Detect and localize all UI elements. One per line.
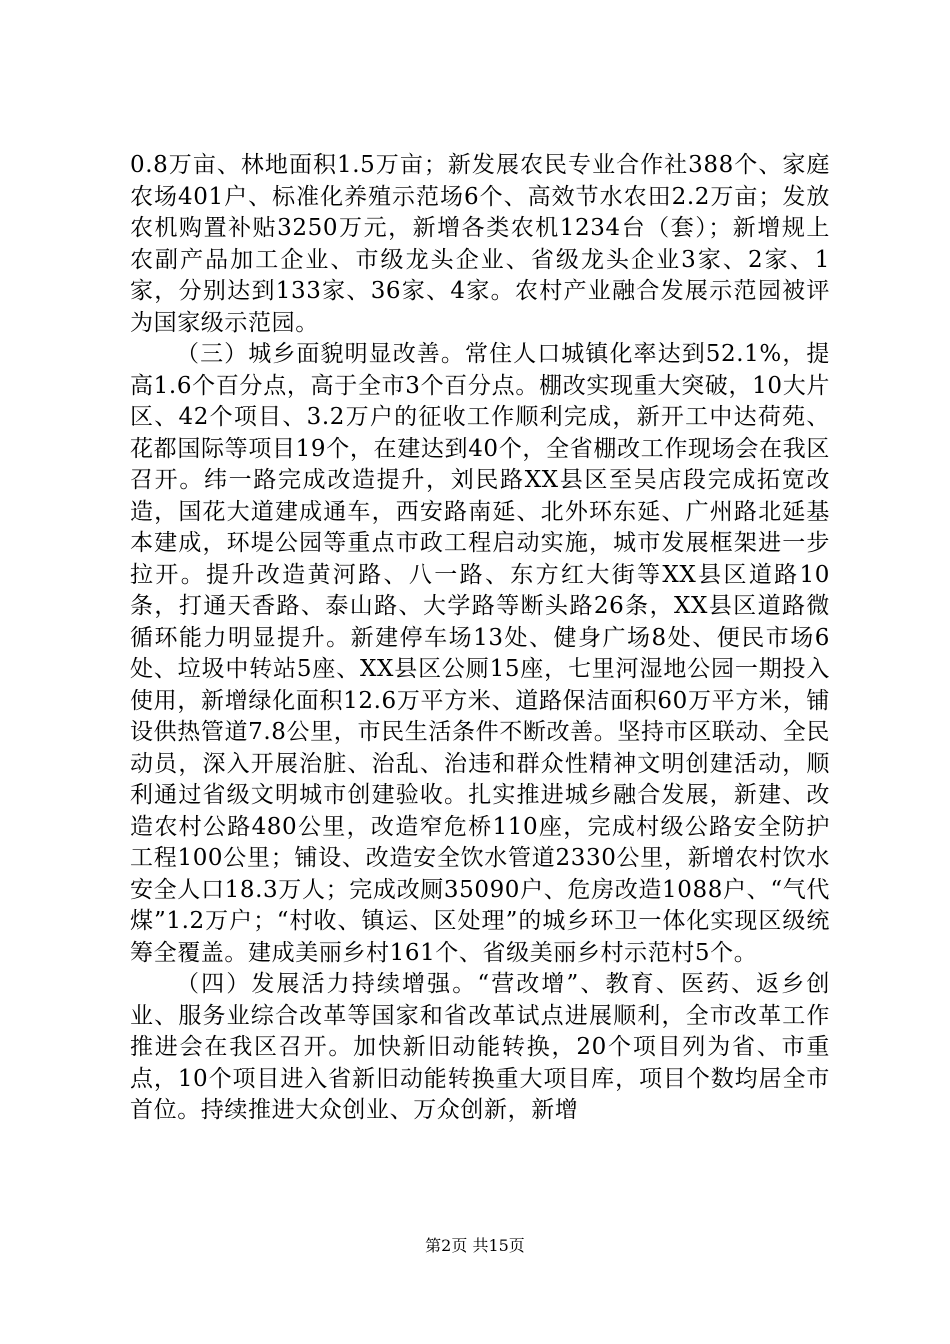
paragraph-3: （四）发展活力持续增强。“营改增”、教育、医药、返乡创业、服务业综合改革等国家和省改革试点进展顺利，全市改革工作推进会在我区召开。加快新旧动能转换，20个项目列为省、市重点，10个项目进入省新旧动能转换重大项目库，项目个数均居全市首位。持续推进大众创业、万众创新，新增 [130,971,830,1123]
paragraph-2: （三）城乡面貌明显改善。常住人口城镇化率达到52.1%，提高1.6个百分点，高于全市3个百分点。棚改实现重大突破，10大片区、42个项目、3.2万户的征收工作顺利完成，新开工中达荷苑、花都国际等项目19个，在建达到40个，全省棚改工作现场会在我区召开。纬一路完成改造提升，刘民路XX县区至吴店段完成拓宽改造，国花大道建成通车，西安路南延、北外环东延、广州路北延基本建成，环堤公园等重点市政工程启动实施，城市发展框架进一步拉开。提升改造黄河路、八一路、东方红大街等XX县区道路10条，打通天香路、泰山路、大学路等断头路26条，XX县区道路微循环能力明显提升。新建停车场13处、健身广场8处、便民市场6处、垃圾中转站5座、XX县区公厕15座，七里河湿地公园一期投入使用，新增绿化面积12.6万平方米、道路保洁面积60万平方米，铺设供热管道7.8公里，市民生活条件不断改善。坚持市区联动、全民动员，深入开展治脏、治乱、治违和群众性精神文明创建活动，顺利通过省级文明城市创建验收。扎实推进城乡融合发展，新建、改造农村公路480公里，改造窄危桥110座，完成村级公路安全防护工程100公里；铺设、改造安全饮水管道2330公里，新增农村饮水安全人口18.3万人；完成改厕35090户、危房改造1088户、“气代煤”1.2万户；“村收、镇运、区处理”的城乡环卫一体化实现区级统筹全覆盖。建成美丽乡村161个、省级美丽乡村示范村5个。 [130,341,830,966]
document-body [130,150,830,1127]
page-footer: 第2页 共15页 [425,1236,525,1255]
paragraph-1: 0.8万亩、林地面积1.5万亩；新发展农民专业合作社388个、家庭农场401户、标准化养殖示范场6个、高效节水农田2.2万亩；发放农机购置补贴3250万元，新增各类农机1234台（套）；新增规上农副产品加工企业、市级龙头企业、省级龙头企业3家、2家、1家，分别达到133家、36家、4家。农村产业融合发展示范园被评为国家级示范园。 [130,152,830,336]
